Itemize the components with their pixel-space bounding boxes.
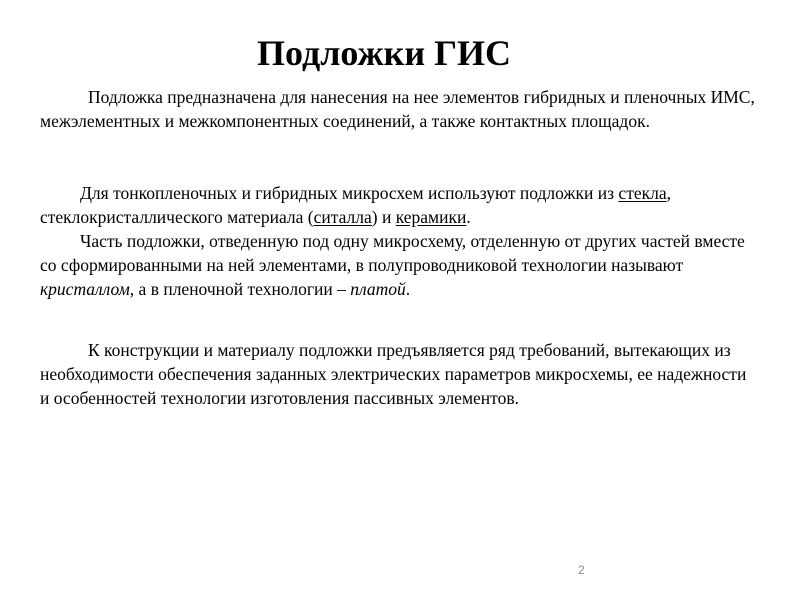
slide-title: Подложки ГИС bbox=[257, 33, 511, 73]
slide-number: 2 bbox=[578, 563, 585, 577]
paragraph-text: Подложка предназначена для нанесения на нее элементов гибридных и пленочных ИМС, межэлементных и межкомпонентных соединений, а также контактных площадок. bbox=[40, 87, 755, 132]
paragraph-text: К конструкции и материалу подложки предъявляется ряд требований, вытекающих из необходимости обеспечения заданных электрических параметров микросхемы, ее надежности и особенностей технологии изготовления пассивных элементов. bbox=[40, 340, 747, 409]
paragraph-text: , а в пленочной технологии – bbox=[129, 279, 351, 300]
paragraph-substrate-materials bbox=[40, 181, 760, 229]
paragraph-requirements bbox=[40, 338, 760, 411]
paragraph-crystal-definition bbox=[40, 229, 760, 302]
paragraph-text: . bbox=[466, 207, 471, 228]
paragraph-text: , стеклокристаллического материала ( bbox=[40, 183, 671, 228]
term-crystal: кристаллом bbox=[40, 279, 130, 300]
paragraph-text: Для тонкопленочных и гибридных микросхем используют подложки из bbox=[80, 183, 619, 203]
link-glass[interactable]: стекла bbox=[618, 183, 667, 203]
paragraph-text: . bbox=[405, 279, 411, 300]
paragraph-text: Часть подложки, отведенную под одну микросхему, отделенную от других частей вместе со сформированными на ней элементами, в полупроводниковой технологии называют bbox=[40, 231, 745, 276]
link-ceramics[interactable]: керамики bbox=[395, 207, 467, 228]
link-sitall[interactable]: ситалла bbox=[313, 207, 372, 228]
paragraph-text: ) и bbox=[371, 207, 396, 228]
term-plate: платой bbox=[350, 279, 406, 300]
paragraph-substrate-purpose bbox=[40, 85, 760, 133]
